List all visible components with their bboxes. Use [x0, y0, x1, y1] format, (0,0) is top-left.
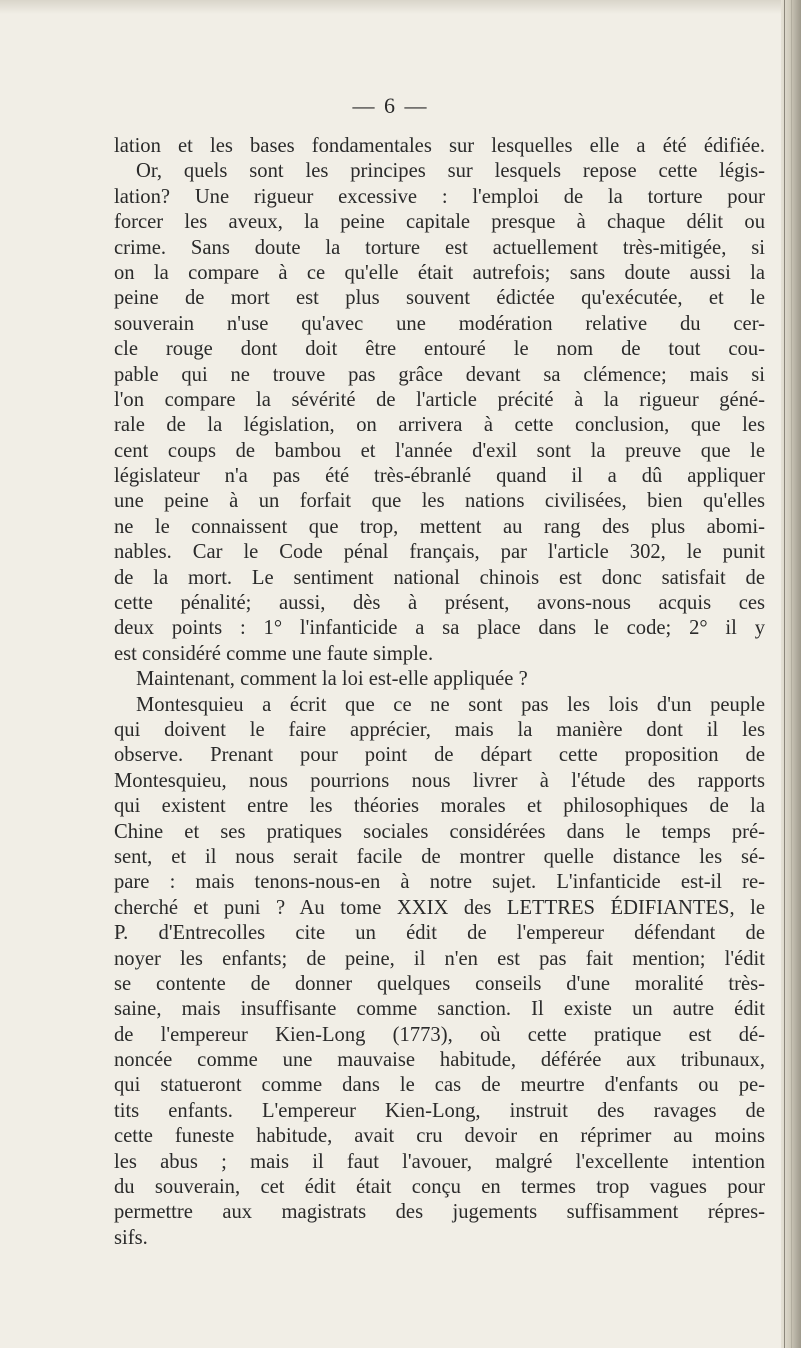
text-line: permettre aux magistrats des jugements suffisamment répres- — [114, 1201, 765, 1224]
text-line: législateur n'a pas été très-ébranlé quand il a dû appliquer — [114, 465, 765, 488]
text-line: cent coups de bambou et l'année d'exil sont la preuve que le — [114, 439, 765, 462]
text-line: les abus ; mais il faut l'avouer, malgré l'excellente intention — [114, 1150, 765, 1173]
text-line: cette pénalité; aussi, dès à présent, avons-nous acquis ces — [114, 592, 765, 615]
text-line: Chine et ses pratiques sociales considérées dans le temps pré- — [114, 820, 765, 843]
text-line: Maintenant, comment la loi est-elle appliquée ? — [136, 668, 528, 691]
text-line: qui statueront comme dans le cas de meurtre d'enfants ou pe- — [114, 1074, 765, 1097]
body-text — [114, 134, 765, 1251]
text-line: Or, quels sont les principes sur lesquels repose cette légis- — [136, 160, 765, 183]
text-line: on la compare à ce qu'elle était autrefois; sans doute aussi la — [114, 261, 765, 284]
text-line: observe. Prenant pour point de départ cette proposition de — [114, 744, 765, 767]
text-line: de la mort. Le sentiment national chinois est donc satisfait de — [114, 566, 765, 589]
text-line: qui existent entre les théories morales et philosophiques de la — [114, 795, 765, 818]
text-line: cherché et puni ? Au tome XXIX des LETTRES ÉDIFIANTES, le — [114, 896, 765, 919]
text-line: l'on compare la sévérité de l'article précité à la rigueur géné- — [114, 388, 765, 411]
text-line: tits enfants. L'empereur Kien-Long, instruit des ravages de — [114, 1099, 765, 1122]
text-line: une peine à un forfait que les nations civilisées, bien qu'elles — [114, 490, 765, 513]
text-line: qui doivent le faire apprécier, mais la manière dont il les — [114, 718, 765, 741]
text-line: ne le connaissent que trop, mettent au rang des plus abomi- — [114, 515, 765, 538]
text-line: deux points : 1° l'infanticide a sa place dans le code; 2° il y — [114, 617, 765, 640]
page-top-shadow — [0, 0, 801, 14]
page-binding-edge — [781, 0, 801, 1348]
text-line: forcer les aveux, la peine capitale presque à chaque délit ou — [114, 211, 765, 234]
text-line: cette funeste habitude, avait cru devoir en réprimer au moins — [114, 1125, 765, 1148]
text-line: Montesquieu, nous pourrions nous livrer à l'étude des rapports — [114, 769, 765, 792]
text-line: Montesquieu a écrit que ce ne sont pas les lois d'un peuple — [136, 693, 765, 716]
text-line: crime. Sans doute la torture est actuellement très-mitigée, si — [114, 236, 765, 259]
text-line: sifs. — [114, 1226, 148, 1249]
text-line: est considéré comme une faute simple. — [114, 642, 434, 665]
text-line: du souverain, cet édit était conçu en termes trop vagues pour — [114, 1176, 765, 1199]
text-line: de l'empereur Kien-Long (1773), où cette pratique est dé- — [114, 1023, 765, 1046]
text-line: saine, mais insuffisante comme sanction. Il existe un autre édit — [114, 998, 765, 1021]
page-number: — 6 — — [352, 93, 429, 118]
text-line: pare : mais tenons-nous-en à notre sujet. L'infanticide est-il re- — [114, 871, 765, 894]
text-line: se contente de donner quelques conseils d'une moralité très- — [114, 972, 765, 995]
text-line: peine de mort est plus souvent édictée qu'exécutée, et le — [114, 287, 765, 310]
text-line: noyer les enfants; de peine, il n'en est pas fait mention; l'édit — [114, 947, 765, 970]
text-line: sent, et il nous serait facile de montrer quelle distance les sé- — [114, 845, 765, 868]
text-line: lation et les bases fondamentales sur lesquelles elle a été édifiée. — [114, 135, 765, 157]
text-line: P. d'Entrecolles cite un édit de l'empereur défendant de — [114, 922, 765, 945]
text-line: lation? Une rigueur excessive : l'emploi de la torture pour — [114, 185, 765, 208]
text-line: souverain n'use qu'avec une modération relative du cer- — [114, 312, 765, 335]
text-line: cle rouge dont doit être entouré le nom de tout cou- — [114, 338, 765, 361]
text-line: noncée comme une mauvaise habitude, déférée aux tribunaux, — [114, 1049, 765, 1072]
text-line: rale de la législation, on arrivera à cette conclusion, que les — [114, 414, 765, 437]
text-line: pable qui ne trouve pas grâce devant sa clémence; mais si — [114, 363, 765, 386]
text-line: nables. Car le Code pénal français, par l'article 302, le punit — [114, 541, 765, 564]
